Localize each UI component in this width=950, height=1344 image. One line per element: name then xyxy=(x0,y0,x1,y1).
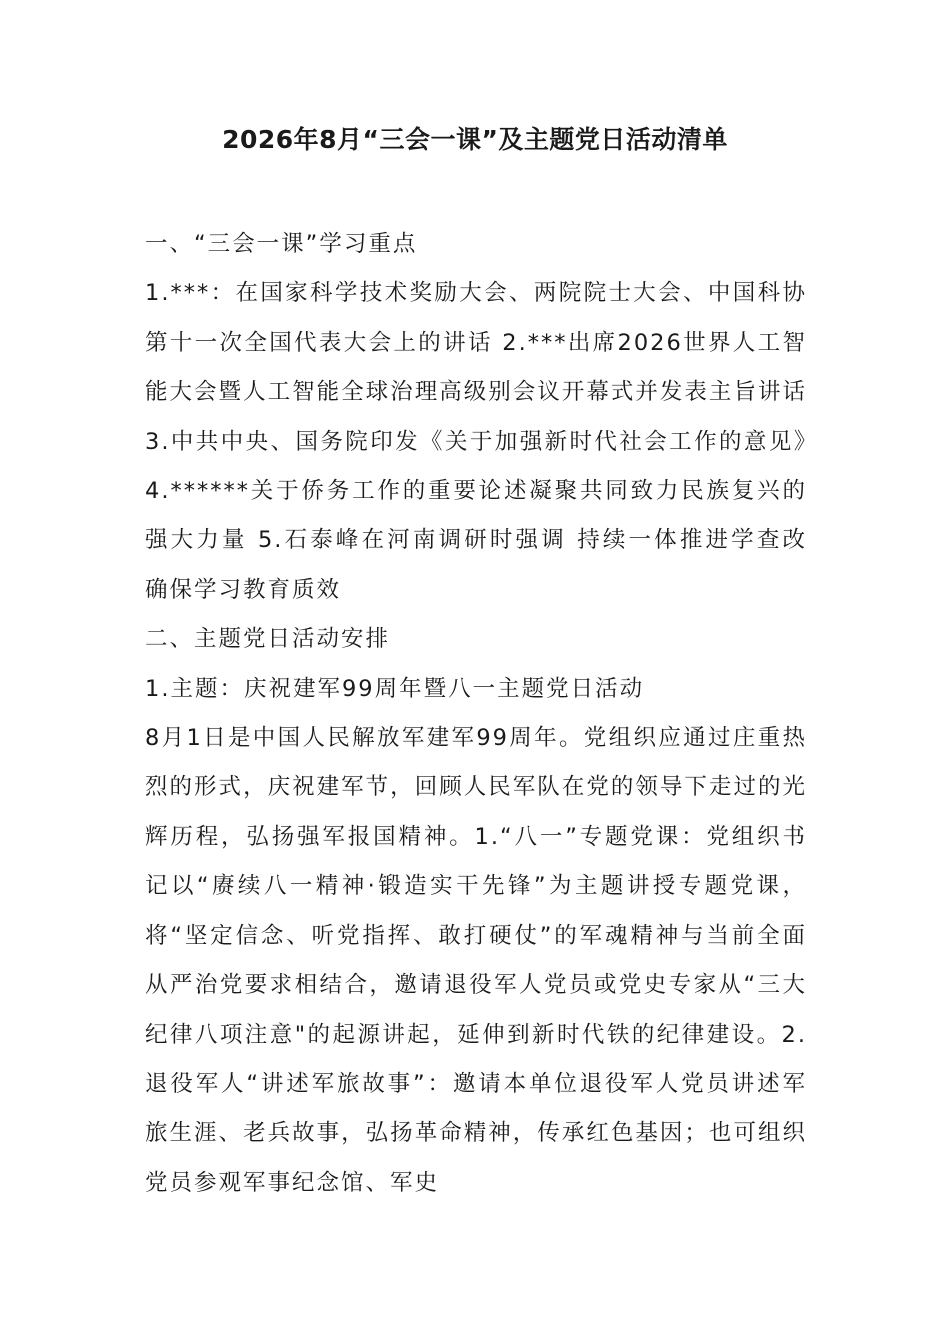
section-heading-activity: 二、主题党日活动安排 xyxy=(145,626,391,653)
study-points-paragraph: 1.***：在国家科学技术奖励大会、两院院士大会、中国科协第十一次全国代表大会上的讲话 2.***出席2026世界人工智能大会暨人工智能全球治理高级别会议开幕式并发表主旨讲话 3.中共中央、国务院印发《关于加强新时代社会工作的意见》4.******关于侨务工作的重要论述凝聚共同致力民族复兴的强大力量 5.石泰峰在河南调研时强调 持续一体推进学查改 确保学习教育质效 xyxy=(145,280,807,603)
document-title: 2026年8月“三会一课”及主题党日活动清单 xyxy=(222,125,728,154)
activity-description-paragraph: 8月1日是中国人民解放军建军99周年。党组织应通过庄重热烈的形式，庆祝建军节，回顾人民军队在党的领导下走过的光辉历程，弘扬强军报国精神。1.“八一”专题党课：党组织书记以“赓续八一精神·锻造实干先锋”为主题讲授专题党课，将“坚定信念、听党指挥、敢打硬仗”的军魂精神与当前全面从严治党要求相结合，邀请退役军人党员或党史专家从“三大纪律八项注意"的起源讲起，延伸到新时代铁的纪律建设。2.退役军人“讲述军旅故事”：邀请本单位退役军人党员讲述军旅生涯、老兵故事，弘扬革命精神，传承红色基因；也可组织党员参观军事纪念馆、军史 xyxy=(145,725,807,1196)
activity-theme-line: 1.主题：庆祝建军99周年暨八一主题党日活动 xyxy=(145,675,645,702)
document-body xyxy=(145,220,807,1208)
section-heading-study: 一、“三会一课”学习重点 xyxy=(145,231,418,257)
